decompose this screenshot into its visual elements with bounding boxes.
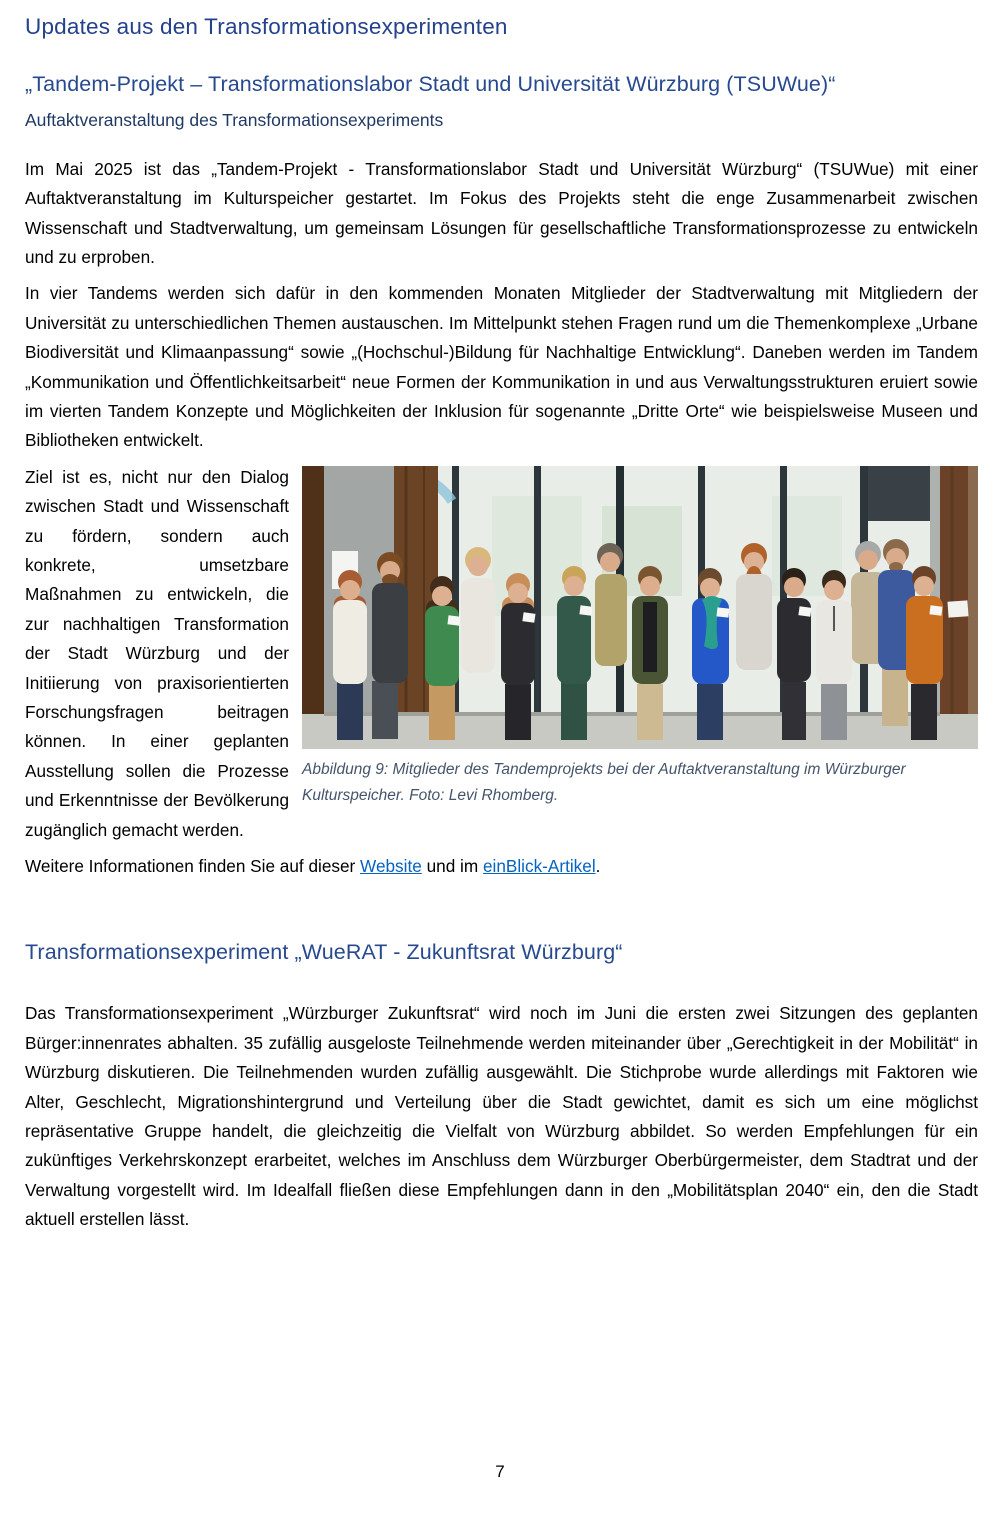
wuerat-paragraph: Das Transformationsexperiment „Würzburger Zukunftsrat“ wird noch im Juni die ersten zwei Sitzungen des geplanten Bürger:innenrates abhalten. 35 zufällig ausgeloste Teilnehmende werden miteinander über „Gerechtigkeit in der Mobilität“ in Würzburg diskutieren. Die Teilnehmenden wurden zufällig ausgewählt. Die Stichprobe wurde allerdings mit Faktoren wie Alter, Geschlecht, Migrationshintergrund und Verteilung über die Stadt gewichtet, damit es sich um eine möglichst repräsentative Gruppe handelt, die gleichzeitig die Vielfalt von Würzburg abbildet. So werden Empfehlungen für ein zukünftiges Verkehrskonzept erarbeitet, welches im Anschluss dem Würzburger Oberbürgermeister, dem Stadtrat und der Verwaltung vorgestellt wird. Im Idealfall fließen diese Empfehlungen dann in den „Mobilitätsplan 2040“ ein, den die Stadt aktuell erstellen lässt. [25, 1003, 978, 1230]
page-number: 7 [495, 1462, 505, 1481]
wuerat-section [25, 939, 978, 1235]
group-photo [302, 466, 978, 749]
tandem-section-heading: „Tandem-Projekt – Transformationslabor Stadt und Universität Würzburg (TSUWue)“ [25, 72, 836, 97]
tandem-paragraph-1: Im Mai 2025 ist das „Tandem-Projekt - Transformationslabor Stadt und Universität Würzburg“ (TSUWue) mit einer Auftaktveranstaltung im Kulturspeicher gestartet. Im Fokus des Projekts steht die enge Zusammenarbeit zwischen Wissenschaft und Stadtverwaltung, um gemeinsam Lösungen für gesellschaftliche Transformationsprozesse zu entwickeln und zu erproben. [25, 158, 978, 267]
wuerat-section-heading: Transformationsexperiment „WueRAT - Zukunftsrat Würzburg“ [25, 939, 623, 964]
figure-abbildung-9 [302, 466, 978, 809]
tandem-paragraph-2: In vier Tandems werden sich dafür in den kommenden Monaten Mitglieder der Stadtverwaltung mit Mitgliedern der Universität zu unterschiedlichen Themen austauschen. Im Mittelpunkt stehen Fragen rund um die Themenkomplexe „Urbane Biodiversität und Klimaanpassung“ sowie „(Hochschul-)Bildung für Nachhaltige Entwicklung“. Daneben werden im Tandem „Kommunikation und Öffentlichkeitsarbeit“ neue Formen der Kommunikation in und aus Verwaltungsstrukturen eruiert sowie im vierten Tandem Konzepte und Möglichkeiten der Inklusion für sogenannte „Dritte Orte“ wie beispielsweise Museen und Bibliotheken entwickelt. [25, 283, 978, 451]
tandem-links-line [25, 852, 978, 881]
website-link[interactable]: Website [360, 856, 422, 877]
links-line-suffix: . [595, 856, 601, 877]
links-line-middle: und im [421, 856, 483, 877]
tandem-subheading: Auftaktveranstaltung des Transformationsexperiments [25, 110, 444, 130]
links-line-prefix: Weitere Informationen finden Sie auf dieser [25, 856, 361, 877]
figure-caption: Abbildung 9: Mitglieder des Tandemprojekts bei der Auftaktveranstaltung im Würzburger Kulturspeicher. Foto: Levi Rhomberg. [302, 760, 906, 804]
einblick-artikel-link[interactable]: einBlick-Artikel [482, 856, 596, 877]
page-title: Updates aus den Transformationsexperimenten [25, 14, 508, 39]
tandem-paragraph-3: Ziel ist es, nicht nur den Dialog zwischen Stadt und Wissenschaft zu fördern, sondern auch konkrete, umsetzbare Maßnahmen zu entwickeln, die zur nachhaltigen Transformation der Stadt Würzburg und der Initiierung von praxisorientierten Forschungsfragen beitragen können. In einer geplanten Ausstellung sollen die Prozesse und Erkenntnisse der Bevölkerung zugänglich gemacht werden. [25, 466, 289, 840]
